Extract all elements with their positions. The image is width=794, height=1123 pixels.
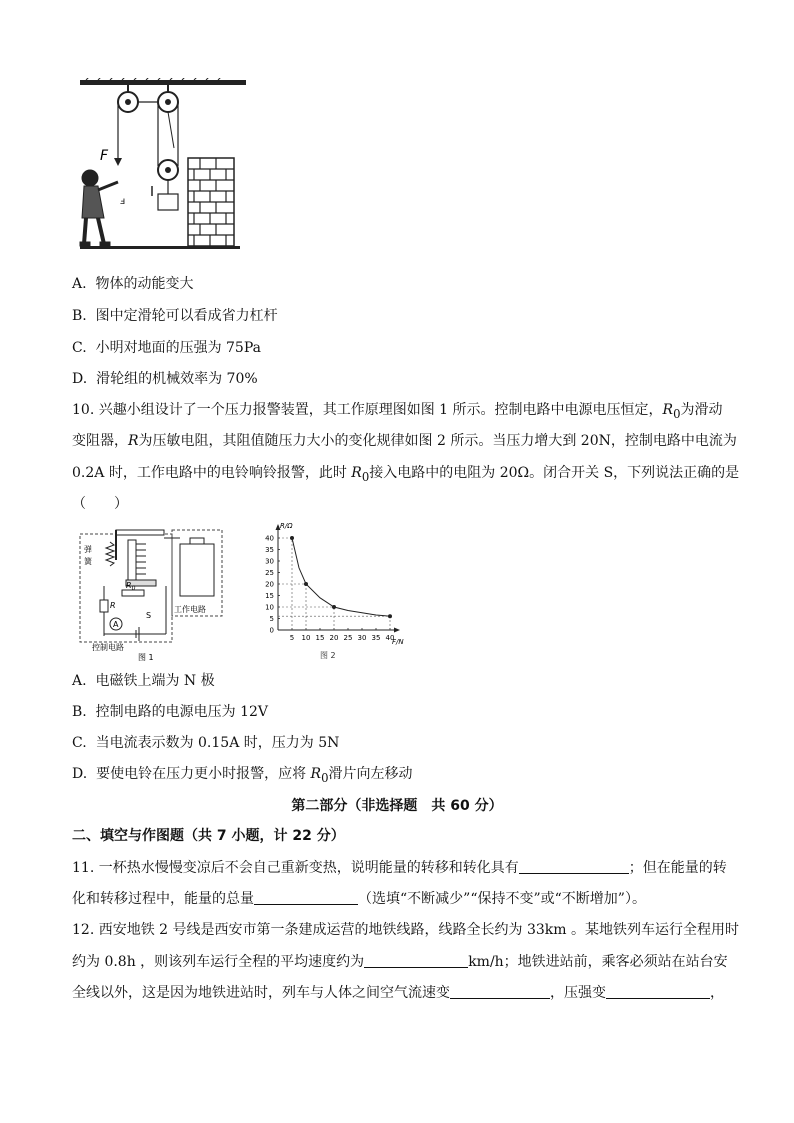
r0-label: $R_0$	[126, 581, 136, 592]
q12-line3: 全线以外，这是因为地铁进站时，列车与人体之间空气流速变 ，压强变 ，	[72, 985, 724, 1001]
q12-blank-1[interactable]	[364, 953, 468, 968]
fig2-caption: 图 2	[320, 651, 336, 660]
pulley-figure	[76, 78, 248, 253]
q9-option-a: A. 物体的动能变大	[72, 276, 194, 292]
ammeter-label: A	[113, 620, 119, 629]
circuit-figure	[76, 526, 226, 664]
data-point	[290, 536, 294, 540]
x-tick-label: 15	[315, 634, 325, 642]
q10-option-b: B. 控制电路的电源电压为 12V	[72, 704, 269, 720]
y-tick-label: 25	[265, 569, 274, 577]
q10-option-a: A. 电磁铁上端为 N 极	[72, 673, 215, 689]
y-tick-label: 0	[269, 626, 274, 635]
x-tick-label: 35	[371, 634, 381, 642]
y-axis-label: R/Ω	[280, 522, 293, 530]
y-tick-label: 30	[265, 557, 274, 566]
q10-stem-line2: 变阻器，R为压敏电阻，其阻值随压力大小的变化规律如图 2 所示。当压力增大到 20N，控制电路中电流为	[72, 433, 737, 449]
q11-blank-1[interactable]	[519, 859, 629, 874]
spring-label-2: 簧	[84, 557, 92, 566]
data-point	[332, 605, 336, 609]
work-circuit-label: 工作电路	[174, 605, 206, 614]
q9-option-d: D. 滑轮组的机械效率为 70%	[72, 371, 258, 387]
q12-line2: 约为 0.8h ，则该列车运行全程的平均速度约为 km/h；地铁进站前，乘客必须站在站台安	[72, 954, 728, 970]
control-circuit-label: 控制电路	[92, 643, 124, 652]
svg-text:ⅎ: ⅎ	[120, 196, 126, 207]
series-line	[292, 538, 390, 616]
section2-title: 二、填空与作图题（共 7 小题，计 22 分）	[72, 828, 345, 844]
q9-option-c: C. 小明对地面的压强为 75Pa	[72, 340, 261, 356]
x-axis-arrow	[394, 628, 400, 633]
x-tick-label: 40	[385, 634, 395, 642]
data-point	[388, 614, 392, 618]
y-tick-label: 20	[265, 580, 274, 589]
data-point	[304, 582, 308, 586]
switch-label: S	[146, 611, 152, 620]
q10-option-c: C. 当电流表示数为 0.15A 时，压力为 5N	[72, 735, 340, 751]
x-tick-label: 25	[343, 634, 353, 642]
q11-line1: 11. 一杯热水慢慢变凉后不会自己重新变热，说明能量的转移和转化具有 ；但在能量的转	[72, 860, 727, 876]
x-tick-label: 30	[357, 634, 367, 642]
x-tick-label: 20	[329, 634, 339, 642]
x-axis-label: F/N	[392, 638, 404, 646]
fig1-caption: 图 1	[138, 653, 154, 662]
y-tick-label: 35	[265, 546, 274, 554]
resistance-force-chart	[254, 518, 404, 664]
q10-option-d: D. 要使电铃在压力更小时报警，应将 $R_0$滑片向左移动	[72, 766, 413, 785]
q10-stem-line4: （ ）	[72, 496, 128, 512]
part2-title: 第二部分（非选择题 共 60 分）	[291, 798, 503, 814]
x-tick-label: 5	[289, 634, 295, 642]
q10-stem-line1: 10. 兴趣小组设计了一个压力报警装置，其工作原理图如图 1 所示。控制电路中电源电压恒定，$R_0$为滑动	[72, 402, 723, 421]
q9-option-b: B. 图中定滑轮可以看成省力杠杆	[72, 308, 278, 324]
q11-line2: 化和转移过程中，能量的总量 （选填“不断减少”“保持不变”或“不断增加”）。	[72, 891, 646, 907]
y-tick-label: 5	[269, 615, 274, 623]
force-label: F	[100, 148, 109, 164]
q12-blank-2[interactable]	[450, 984, 550, 999]
spring-label-1: 弹	[84, 545, 92, 554]
r-label: R	[110, 601, 116, 610]
y-tick-label: 40	[265, 534, 274, 543]
y-tick-label: 10	[265, 603, 274, 612]
q11-blank-2[interactable]	[254, 890, 358, 905]
q10-stem-line3: 0.2A 时，工作电路中的电铃响铃报警，此时 $R_0$接入电路中的电阻为 20Ω。闭合开关 S，下列说法正确的是	[72, 465, 740, 484]
x-tick-label: 10	[301, 634, 311, 642]
q12-line1: 12. 西安地铁 2 号线是西安市第一条建成运营的地铁线路，线路全长约为 33km 。某地铁列车运行全程用时	[72, 922, 739, 938]
y-tick-label: 15	[265, 592, 274, 600]
q12-blank-3[interactable]	[606, 984, 710, 999]
